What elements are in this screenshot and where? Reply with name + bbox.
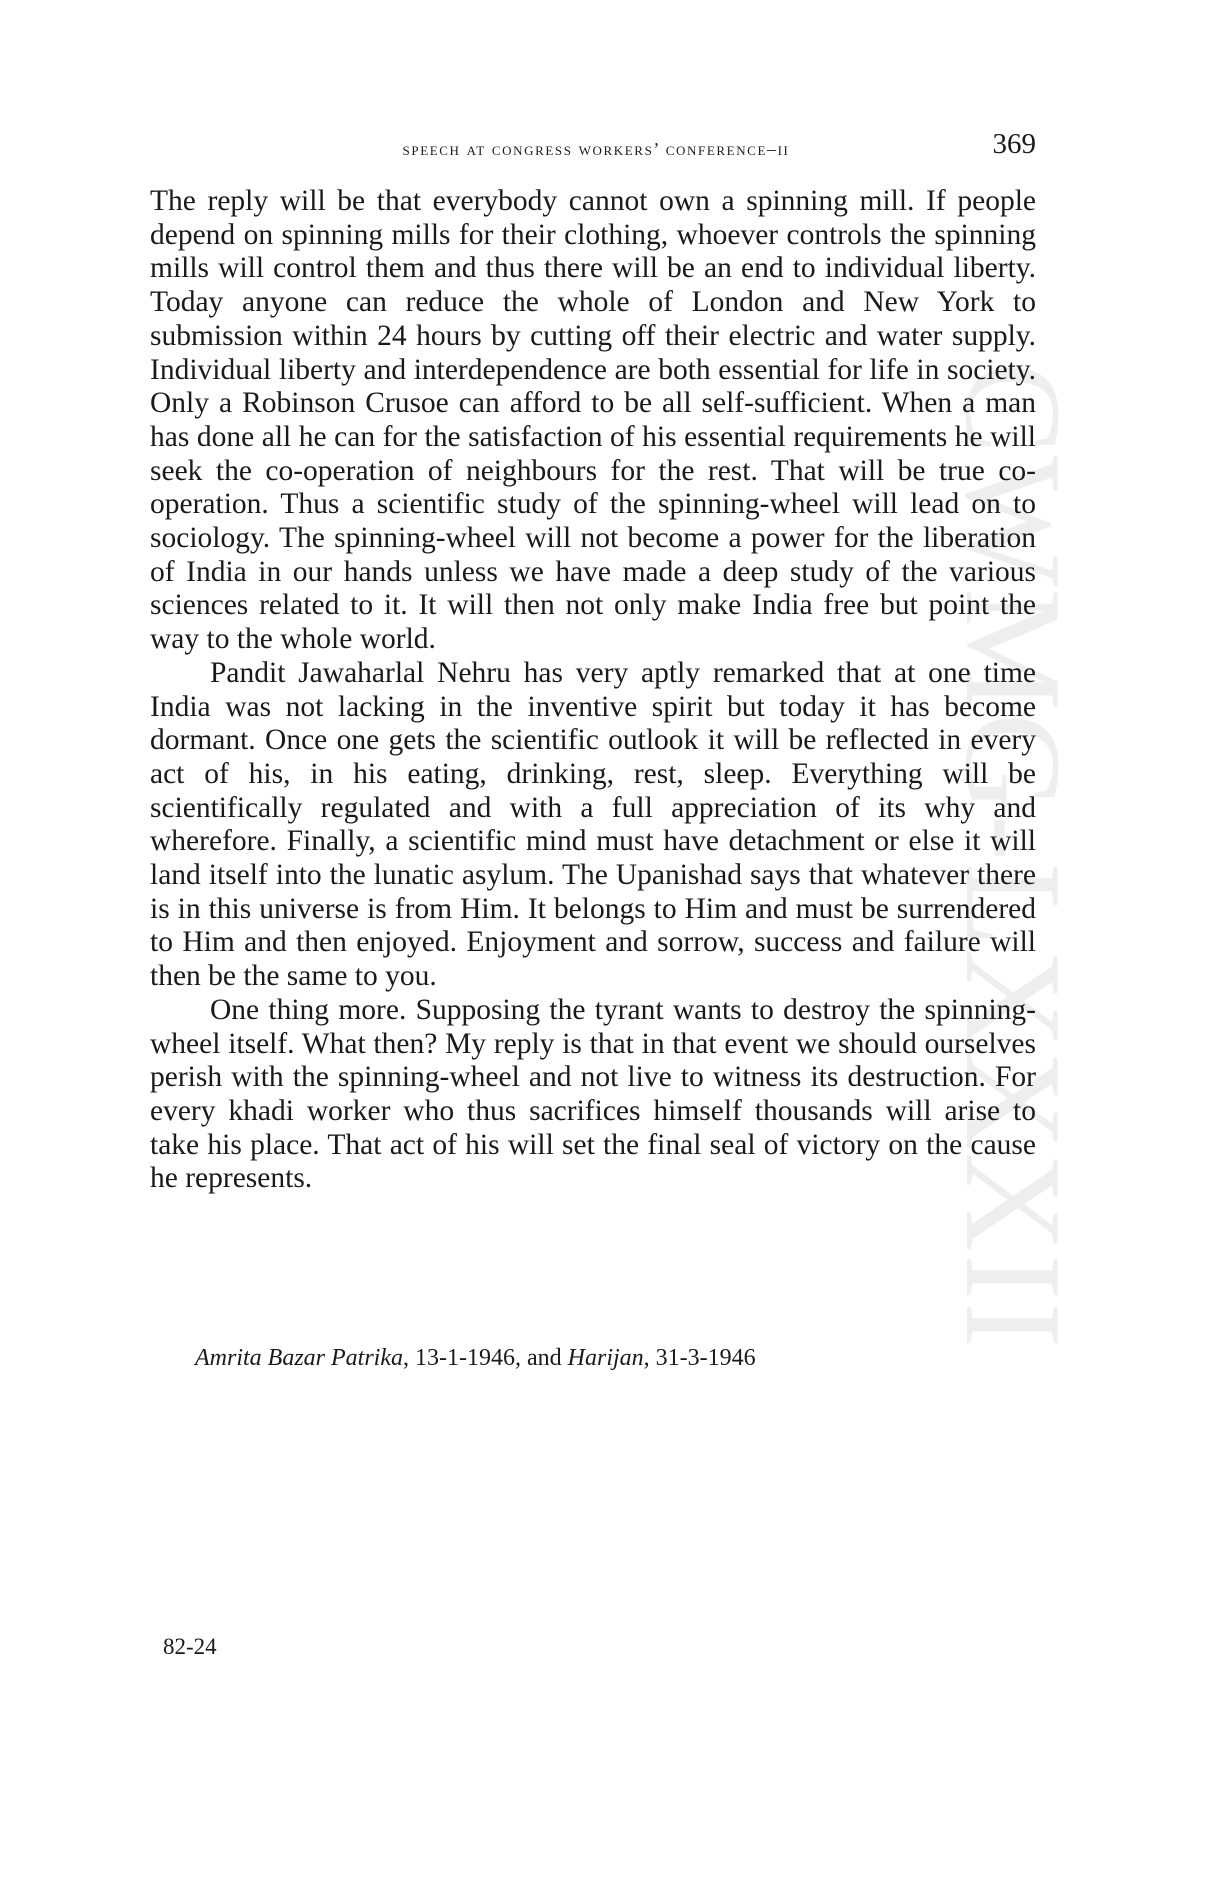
page-header: [150, 128, 1036, 168]
source-date-1: , 13-1-1946, and: [403, 1345, 568, 1371]
source-paper-1: Amrita Bazar Patrika: [195, 1345, 403, 1371]
running-head: speech at congress workers’ conference–ii: [402, 139, 790, 159]
source-paper-2: Harijan: [567, 1345, 644, 1371]
paragraph: The reply will be that everybody cannot own a spinning mill. If people depend on spinning mills for their clothing, whoever controls the spinning mills will control them and thus there will be an end to individual liberty. Today anyone can reduce the whole of London and New York to submission within 24 hours by cutting off their electric and water supply. Individual liberty and interdependence are both essential for life in society. Only a Robinson Crusoe can afford to be all self-sufficient. When a man has done all he can for the satisfaction of his essential requirements he will seek the co-operation of neighbours for the rest. That will be true co-operation. Thus a scientific study of the spinning-wheel will lead on to sociology. The spinning-wheel will not become a power for the liberation of India in our hands unless we have made a deep study of the various sciences related to it. It will then not only make India free but point the way to the whole world.: [150, 185, 1036, 656]
volume-watermark: CWMG-LXXXII: [937, 362, 1090, 1350]
source-citation: [195, 1345, 756, 1372]
source-date-2: , 31-3-1946: [643, 1345, 756, 1371]
signature-code: 82-24: [163, 1634, 217, 1659]
body-text: [150, 185, 1036, 1196]
page-number: 369: [992, 128, 1036, 160]
paragraph: Pandit Jawaharlal Nehru has very aptly remarked that at one time India was not lacking in the inventive spirit but today it has become dormant. Once one gets the scientific outlook it will be reflected in every act of his, in his eating, drinking, rest, sleep. Everything will be scientifically regulated and with a full appreciation of its why and wherefore. Finally, a scientific mind must have detachment or else it will land itself into the lunatic asylum. The Upanishad says that whatever there is in this universe is from Him. It belongs to Him and must be surrendered to Him and then enjoyed. Enjoyment and sorrow, success and failure will then be the same to you.: [150, 656, 1036, 993]
paragraph: One thing more. Supposing the tyrant wants to destroy the spinning-wheel itself. What then? My reply is that in that event we should ourselves perish with the spinning-wheel and not live to witness its destruction. For every khadi worker who thus sacrifices himself thousands will arise to take his place. That act of his will set the final seal of victory on the cause he represents.: [150, 993, 1036, 1195]
